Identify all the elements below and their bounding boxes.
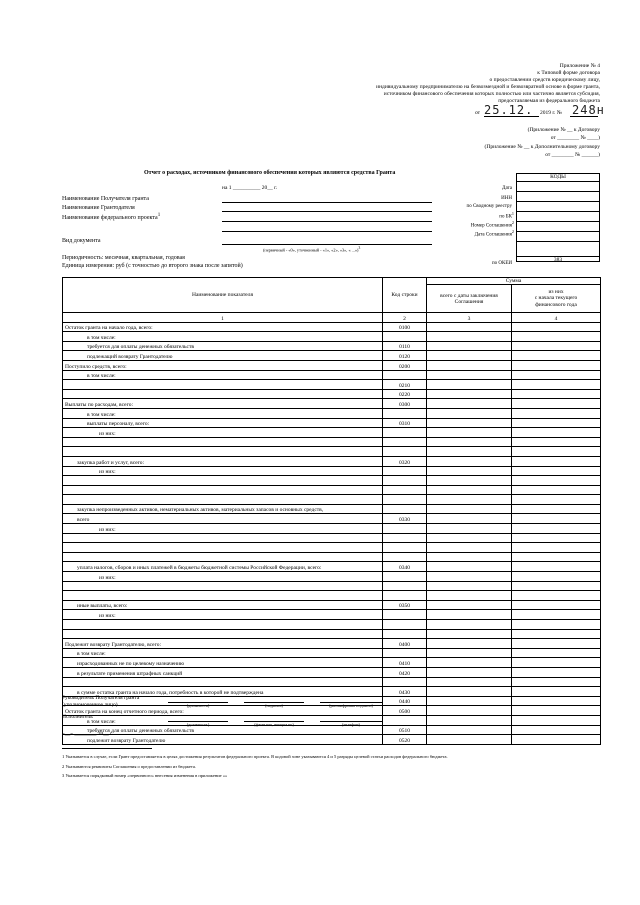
table-row bbox=[63, 514, 601, 524]
row-code: 0400 bbox=[383, 639, 427, 649]
row-sum-total[interactable] bbox=[427, 600, 512, 610]
order-number-handwritten: 248н bbox=[572, 103, 605, 117]
row-sum-year[interactable] bbox=[512, 667, 601, 677]
row-sum-year[interactable] bbox=[512, 360, 601, 370]
row-label bbox=[63, 389, 383, 399]
header-line: предоставляемая из федерального бюджета bbox=[498, 98, 600, 104]
row-label: из них: bbox=[63, 524, 383, 534]
order-prefix: от bbox=[475, 110, 481, 116]
row-sum-total[interactable] bbox=[427, 428, 512, 438]
row-label: в результате применения штрафных санкций bbox=[63, 667, 383, 677]
table-row bbox=[63, 533, 601, 543]
table-row bbox=[63, 389, 601, 399]
row-sum-total[interactable] bbox=[427, 620, 512, 630]
table-row bbox=[63, 322, 601, 332]
table-row bbox=[63, 456, 601, 466]
row-label bbox=[63, 620, 383, 630]
row-sum-total[interactable] bbox=[427, 389, 512, 399]
caption-signature: (подпись) bbox=[265, 703, 283, 708]
row-sum-year[interactable] bbox=[512, 408, 601, 418]
row-sum-year[interactable] bbox=[512, 332, 601, 342]
row-label: требуется для оплаты денежных обязательств bbox=[63, 341, 383, 351]
row-label: в том числе: bbox=[63, 648, 383, 658]
report-date: на 1 __________ 20__ г. bbox=[222, 185, 278, 191]
header-line: источником финансового обеспечения которых полностью или частично является субсидия, bbox=[383, 91, 600, 97]
field-agreement-date-label: Дата Соглашения$^2$ bbox=[474, 229, 514, 238]
row-code: 0110 bbox=[383, 341, 427, 351]
table-row bbox=[63, 399, 601, 409]
row-label bbox=[63, 476, 383, 486]
row-sum-year[interactable] bbox=[512, 591, 601, 601]
row-sum-total[interactable] bbox=[427, 485, 512, 495]
doc-type-label: Вид документа bbox=[62, 238, 101, 244]
row-code: 0350 bbox=[383, 600, 427, 610]
row-label bbox=[63, 380, 383, 390]
header-line: индивидуальному предпринимателю на безвозмездной и безвозвратной основе в форме гранта, bbox=[376, 84, 600, 90]
row-sum-year[interactable] bbox=[512, 562, 601, 572]
row-sum-total[interactable] bbox=[427, 667, 512, 677]
row-sum-year[interactable] bbox=[512, 620, 601, 630]
row-code: 0500 bbox=[383, 706, 427, 716]
table-row bbox=[63, 360, 601, 370]
row-sum-year[interactable] bbox=[512, 687, 601, 697]
col-since-header: всего с даты заключения Соглашения bbox=[427, 285, 512, 313]
row-code: 0430 bbox=[383, 687, 427, 697]
row-code bbox=[383, 332, 427, 342]
row-sum-total[interactable] bbox=[427, 581, 512, 591]
row-sum-year[interactable] bbox=[512, 341, 601, 351]
row-code bbox=[383, 572, 427, 582]
row-sum-total[interactable] bbox=[427, 696, 512, 706]
row-code bbox=[383, 447, 427, 457]
col-num: 4 bbox=[512, 313, 601, 323]
row-sum-total[interactable] bbox=[427, 725, 512, 735]
row-sum-total[interactable] bbox=[427, 706, 512, 716]
row-label: в том числе: bbox=[63, 370, 383, 380]
row-sum-total[interactable] bbox=[427, 418, 512, 428]
table-row bbox=[63, 495, 601, 505]
row-sum-total[interactable] bbox=[427, 658, 512, 668]
row-sum-year[interactable] bbox=[512, 524, 601, 534]
row-sum-year[interactable] bbox=[512, 399, 601, 409]
table-row bbox=[63, 466, 601, 476]
row-code bbox=[383, 370, 427, 380]
caption-phone: (телефон) bbox=[342, 722, 360, 727]
table-row bbox=[63, 600, 601, 610]
row-code bbox=[383, 552, 427, 562]
row-label: в том числе: bbox=[63, 332, 383, 342]
row-code bbox=[383, 476, 427, 486]
row-code bbox=[383, 533, 427, 543]
col-year-header: из них с начала текущего финансового года bbox=[512, 285, 601, 313]
row-sum-year[interactable] bbox=[512, 380, 601, 390]
caption-decode: (расшифровка подписи) bbox=[329, 703, 373, 708]
table-row bbox=[63, 620, 601, 630]
row-code bbox=[383, 629, 427, 639]
row-sum-year[interactable] bbox=[512, 610, 601, 620]
row-sum-year[interactable] bbox=[512, 418, 601, 428]
row-label bbox=[63, 543, 383, 553]
addon-appendix-ref: (Приложение № __ к Дополнительному договору bbox=[484, 144, 600, 150]
row-sum-year[interactable] bbox=[512, 572, 601, 582]
row-code: 0320 bbox=[383, 456, 427, 466]
row-label: закупка работ и услуг, всего: bbox=[63, 456, 383, 466]
recipient-name-label: Наименование Получателя гранта bbox=[62, 196, 149, 202]
table-row bbox=[63, 418, 601, 428]
grantor-name-label: Наименование Грантодателя bbox=[62, 205, 135, 211]
row-label bbox=[63, 552, 383, 562]
table-row bbox=[63, 341, 601, 351]
row-code bbox=[383, 648, 427, 658]
codes-box bbox=[516, 173, 600, 262]
row-sum-year[interactable] bbox=[512, 351, 601, 361]
row-code bbox=[383, 428, 427, 438]
caption-name: (фамилия, инициалы) bbox=[254, 722, 294, 727]
footnote-2: 2 Указываются реквизиты Соглашения о предоставлении из бюджета. bbox=[62, 764, 197, 769]
addon-appendix-date: от ________ № ______) bbox=[545, 152, 600, 158]
row-sum-year[interactable] bbox=[512, 514, 601, 524]
row-sum-total[interactable] bbox=[427, 322, 512, 332]
signature-date: «__» ________ 20__ г. bbox=[62, 731, 114, 737]
order-date-handwritten: 25.12. bbox=[484, 103, 534, 117]
row-code bbox=[383, 620, 427, 630]
row-label: выплаты персоналу, всего: bbox=[63, 418, 383, 428]
order-year: 2019 г. № bbox=[540, 110, 563, 116]
row-label bbox=[63, 485, 383, 495]
row-label: подлежащий возврату Грантодателю bbox=[63, 351, 383, 361]
codes-header: КОДЫ bbox=[550, 174, 566, 180]
field-bk-label: по $БК^1$ bbox=[499, 211, 514, 220]
row-label bbox=[63, 591, 383, 601]
row-sum-total[interactable] bbox=[427, 687, 512, 697]
table-row bbox=[63, 735, 601, 745]
table-row bbox=[63, 610, 601, 620]
row-sum-total[interactable] bbox=[427, 341, 512, 351]
row-sum-total[interactable] bbox=[427, 476, 512, 486]
head-signature-label-2: (уполномоченное лицо) bbox=[62, 702, 118, 708]
row-sum-total[interactable] bbox=[427, 370, 512, 380]
row-label: закупка непроизведенных активов, нематериальных активов, материальных запасов и основных средств, bbox=[63, 504, 383, 514]
row-sum-total[interactable] bbox=[427, 399, 512, 409]
row-sum-total[interactable] bbox=[427, 360, 512, 370]
row-code: 0200 bbox=[383, 360, 427, 370]
row-sum-total[interactable] bbox=[427, 495, 512, 505]
row-sum-total[interactable] bbox=[427, 629, 512, 639]
table-row bbox=[63, 677, 601, 687]
row-sum-year[interactable] bbox=[512, 725, 601, 735]
row-sum-total[interactable] bbox=[427, 466, 512, 476]
row-label: требуется для оплаты денежных обязательств bbox=[63, 725, 383, 735]
table-row bbox=[63, 658, 601, 668]
row-label: Остаток гранта на начало года, всего: bbox=[63, 322, 383, 332]
row-label: всего bbox=[63, 514, 383, 524]
table-row bbox=[63, 332, 601, 342]
table-row bbox=[63, 552, 601, 562]
row-label bbox=[63, 581, 383, 591]
row-label: израсходованных не по целевому назначению bbox=[63, 658, 383, 668]
head-signature-label: Руководитель Получателя гранта bbox=[62, 695, 140, 701]
row-code bbox=[383, 466, 427, 476]
periodicity: Периодичность: месячная, квартальная, годовая bbox=[62, 255, 185, 261]
row-label: в том числе: bbox=[63, 715, 383, 725]
field-registry-label: по Сводному реестру bbox=[466, 204, 512, 209]
row-sum-total[interactable] bbox=[427, 504, 512, 514]
row-label: в сумме остатка гранта на начало года, потребность в которой не подтверждена bbox=[63, 687, 383, 697]
row-code: 0100 bbox=[383, 322, 427, 332]
table-row bbox=[63, 562, 601, 572]
row-sum-year[interactable] bbox=[512, 495, 601, 505]
row-label: подлежит возврату Грантодателю bbox=[63, 735, 383, 745]
row-sum-year[interactable] bbox=[512, 437, 601, 447]
row-sum-year[interactable] bbox=[512, 696, 601, 706]
row-code: 0520 bbox=[383, 735, 427, 745]
row-code: 0410 bbox=[383, 658, 427, 668]
row-sum-total[interactable] bbox=[427, 533, 512, 543]
row-code: 0300 bbox=[383, 399, 427, 409]
table-row bbox=[63, 504, 601, 514]
row-sum-year[interactable] bbox=[512, 552, 601, 562]
row-label: Выплаты по расходам, всего: bbox=[63, 399, 383, 409]
table-row bbox=[63, 648, 601, 658]
row-sum-year[interactable] bbox=[512, 504, 601, 514]
executor-label: Исполнитель bbox=[62, 714, 93, 720]
row-code: 0310 bbox=[383, 418, 427, 428]
row-code bbox=[383, 504, 427, 514]
row-sum-total[interactable] bbox=[427, 408, 512, 418]
row-sum-year[interactable] bbox=[512, 533, 601, 543]
row-sum-year[interactable] bbox=[512, 466, 601, 476]
row-sum-year[interactable] bbox=[512, 447, 601, 457]
row-sum-total[interactable] bbox=[427, 735, 512, 745]
row-sum-year[interactable] bbox=[512, 648, 601, 658]
report-table bbox=[62, 277, 601, 745]
caption-position: (должность) bbox=[186, 703, 210, 708]
row-sum-year[interactable] bbox=[512, 389, 601, 399]
row-code bbox=[383, 610, 427, 620]
table-row bbox=[63, 639, 601, 649]
okei-label: по ОКЕИ bbox=[491, 261, 512, 266]
row-sum-total[interactable] bbox=[427, 456, 512, 466]
row-label: Поступило средств, всего: bbox=[63, 360, 383, 370]
okei-code: 383 bbox=[553, 257, 563, 263]
appendix-number: Приложение № 4 bbox=[559, 63, 600, 69]
contract-appendix-ref: (Приложение № __ к Договору bbox=[527, 127, 600, 133]
row-code bbox=[383, 524, 427, 534]
row-code: 0330 bbox=[383, 514, 427, 524]
table-row bbox=[63, 572, 601, 582]
row-sum-year[interactable] bbox=[512, 485, 601, 495]
row-code: 0220 bbox=[383, 389, 427, 399]
row-sum-total[interactable] bbox=[427, 648, 512, 658]
table-row bbox=[63, 485, 601, 495]
row-sum-year[interactable] bbox=[512, 428, 601, 438]
row-sum-total[interactable] bbox=[427, 524, 512, 534]
row-sum-year[interactable] bbox=[512, 677, 601, 687]
row-sum-total[interactable] bbox=[427, 447, 512, 457]
table-row bbox=[63, 543, 601, 553]
row-label: в том числе: bbox=[63, 408, 383, 418]
row-label: иные выплаты, всего: bbox=[63, 600, 383, 610]
row-code bbox=[383, 677, 427, 687]
row-code bbox=[383, 495, 427, 505]
row-sum-total[interactable] bbox=[427, 677, 512, 687]
row-code: 0340 bbox=[383, 562, 427, 572]
row-sum-year[interactable] bbox=[512, 543, 601, 553]
row-sum-year[interactable] bbox=[512, 706, 601, 716]
row-label bbox=[63, 495, 383, 505]
row-sum-year[interactable] bbox=[512, 629, 601, 639]
row-sum-total[interactable] bbox=[427, 562, 512, 572]
col-num: 2 bbox=[383, 313, 427, 323]
row-code: 0510 bbox=[383, 725, 427, 735]
units: Единица измерения: руб (с точностью до второго знака после запятой) bbox=[62, 263, 243, 269]
row-sum-year[interactable] bbox=[512, 600, 601, 610]
row-code bbox=[383, 543, 427, 553]
row-sum-total[interactable] bbox=[427, 552, 512, 562]
doc-type-hint: (первичный - «0», уточненный - «1», «2», «3», « ...»)$^3$ bbox=[263, 246, 361, 253]
col-name-header: Наименование показателя bbox=[63, 278, 383, 313]
row-sum-year[interactable] bbox=[512, 581, 601, 591]
row-sum-year[interactable] bbox=[512, 370, 601, 380]
federal-project-label: Наименование федерального проекта$^1$ bbox=[62, 213, 161, 221]
row-code: 0210 bbox=[383, 380, 427, 390]
row-sum-year[interactable] bbox=[512, 639, 601, 649]
row-sum-year[interactable] bbox=[512, 456, 601, 466]
row-sum-total[interactable] bbox=[427, 572, 512, 582]
table-row bbox=[63, 591, 601, 601]
row-sum-year[interactable] bbox=[512, 715, 601, 725]
table-row bbox=[63, 524, 601, 534]
row-sum-total[interactable] bbox=[427, 591, 512, 601]
table-row bbox=[63, 629, 601, 639]
row-sum-total[interactable] bbox=[427, 543, 512, 553]
table-row bbox=[63, 351, 601, 361]
row-label: Остаток гранта на конец отчетного периода, всего: bbox=[63, 706, 383, 716]
caption-position: (должность) bbox=[186, 722, 210, 727]
col-num: 3 bbox=[427, 313, 512, 323]
table-row bbox=[63, 428, 601, 438]
table-row bbox=[63, 437, 601, 447]
row-sum-year[interactable] bbox=[512, 322, 601, 332]
header-line: о предоставлении средств юридическому лицу, bbox=[489, 77, 600, 83]
table-row bbox=[63, 581, 601, 591]
field-date-label: Дата bbox=[502, 186, 512, 191]
row-code bbox=[383, 437, 427, 447]
table-row bbox=[63, 447, 601, 457]
contract-appendix-date: от ________ № ____) bbox=[550, 135, 600, 141]
row-sum-total[interactable] bbox=[427, 332, 512, 342]
row-sum-total[interactable] bbox=[427, 639, 512, 649]
row-label: из них: bbox=[63, 428, 383, 438]
row-sum-total[interactable] bbox=[427, 380, 512, 390]
col-num: 1 bbox=[63, 313, 383, 323]
row-code bbox=[383, 715, 427, 725]
row-label bbox=[63, 533, 383, 543]
table-row bbox=[63, 687, 601, 697]
row-sum-total[interactable] bbox=[427, 610, 512, 620]
footnote-3: 3 Указывается порядковый номер «первичного» внесения изменения в приложение «» bbox=[62, 773, 228, 778]
row-sum-year[interactable] bbox=[512, 735, 601, 745]
table-row bbox=[63, 667, 601, 677]
row-sum-total[interactable] bbox=[427, 437, 512, 447]
row-label bbox=[63, 437, 383, 447]
row-sum-year[interactable] bbox=[512, 658, 601, 668]
table-row bbox=[63, 408, 601, 418]
col-sum-header: Сумма bbox=[427, 278, 601, 285]
header-line: к Типовой форме договора bbox=[537, 70, 600, 76]
row-sum-total[interactable] bbox=[427, 351, 512, 361]
col-code-header: Код строки bbox=[383, 278, 427, 313]
row-code bbox=[383, 485, 427, 495]
row-code bbox=[383, 581, 427, 591]
footnote-1: 1 Указывается в случае, если Грант предоставляется в целях достижения результатов федерального проекта. В кодовой зоне указываются 4 и 5 разряды целевой статьи расходов федерального бюджета. bbox=[62, 754, 448, 759]
table-row bbox=[63, 476, 601, 486]
field-inn-label: ИНН bbox=[501, 196, 512, 201]
report-title: Отчет о расходах, источником финансового обеспечения которых являются средства Гранта bbox=[144, 170, 396, 176]
row-code bbox=[383, 591, 427, 601]
row-label: из них: bbox=[63, 572, 383, 582]
row-label bbox=[63, 629, 383, 639]
row-code bbox=[383, 408, 427, 418]
row-sum-total[interactable] bbox=[427, 715, 512, 725]
row-label: Подлежит возврату Грантодателю, всего: bbox=[63, 639, 383, 649]
row-label bbox=[63, 447, 383, 457]
field-agreement-number-label: Номер Соглашения$^2$ bbox=[470, 220, 514, 229]
row-label: уплата налогов, сборов и иных платежей в бюджеты бюджетной системы Российской Федерации, всего: bbox=[63, 562, 383, 572]
row-label: из них: bbox=[63, 610, 383, 620]
row-code: 0420 bbox=[383, 667, 427, 677]
row-sum-year[interactable] bbox=[512, 476, 601, 486]
row-code: 0120 bbox=[383, 351, 427, 361]
row-sum-total[interactable] bbox=[427, 514, 512, 524]
table-row bbox=[63, 370, 601, 380]
row-label: из них: bbox=[63, 466, 383, 476]
row-label bbox=[63, 677, 383, 687]
row-code: 0440 bbox=[383, 696, 427, 706]
table-row bbox=[63, 380, 601, 390]
